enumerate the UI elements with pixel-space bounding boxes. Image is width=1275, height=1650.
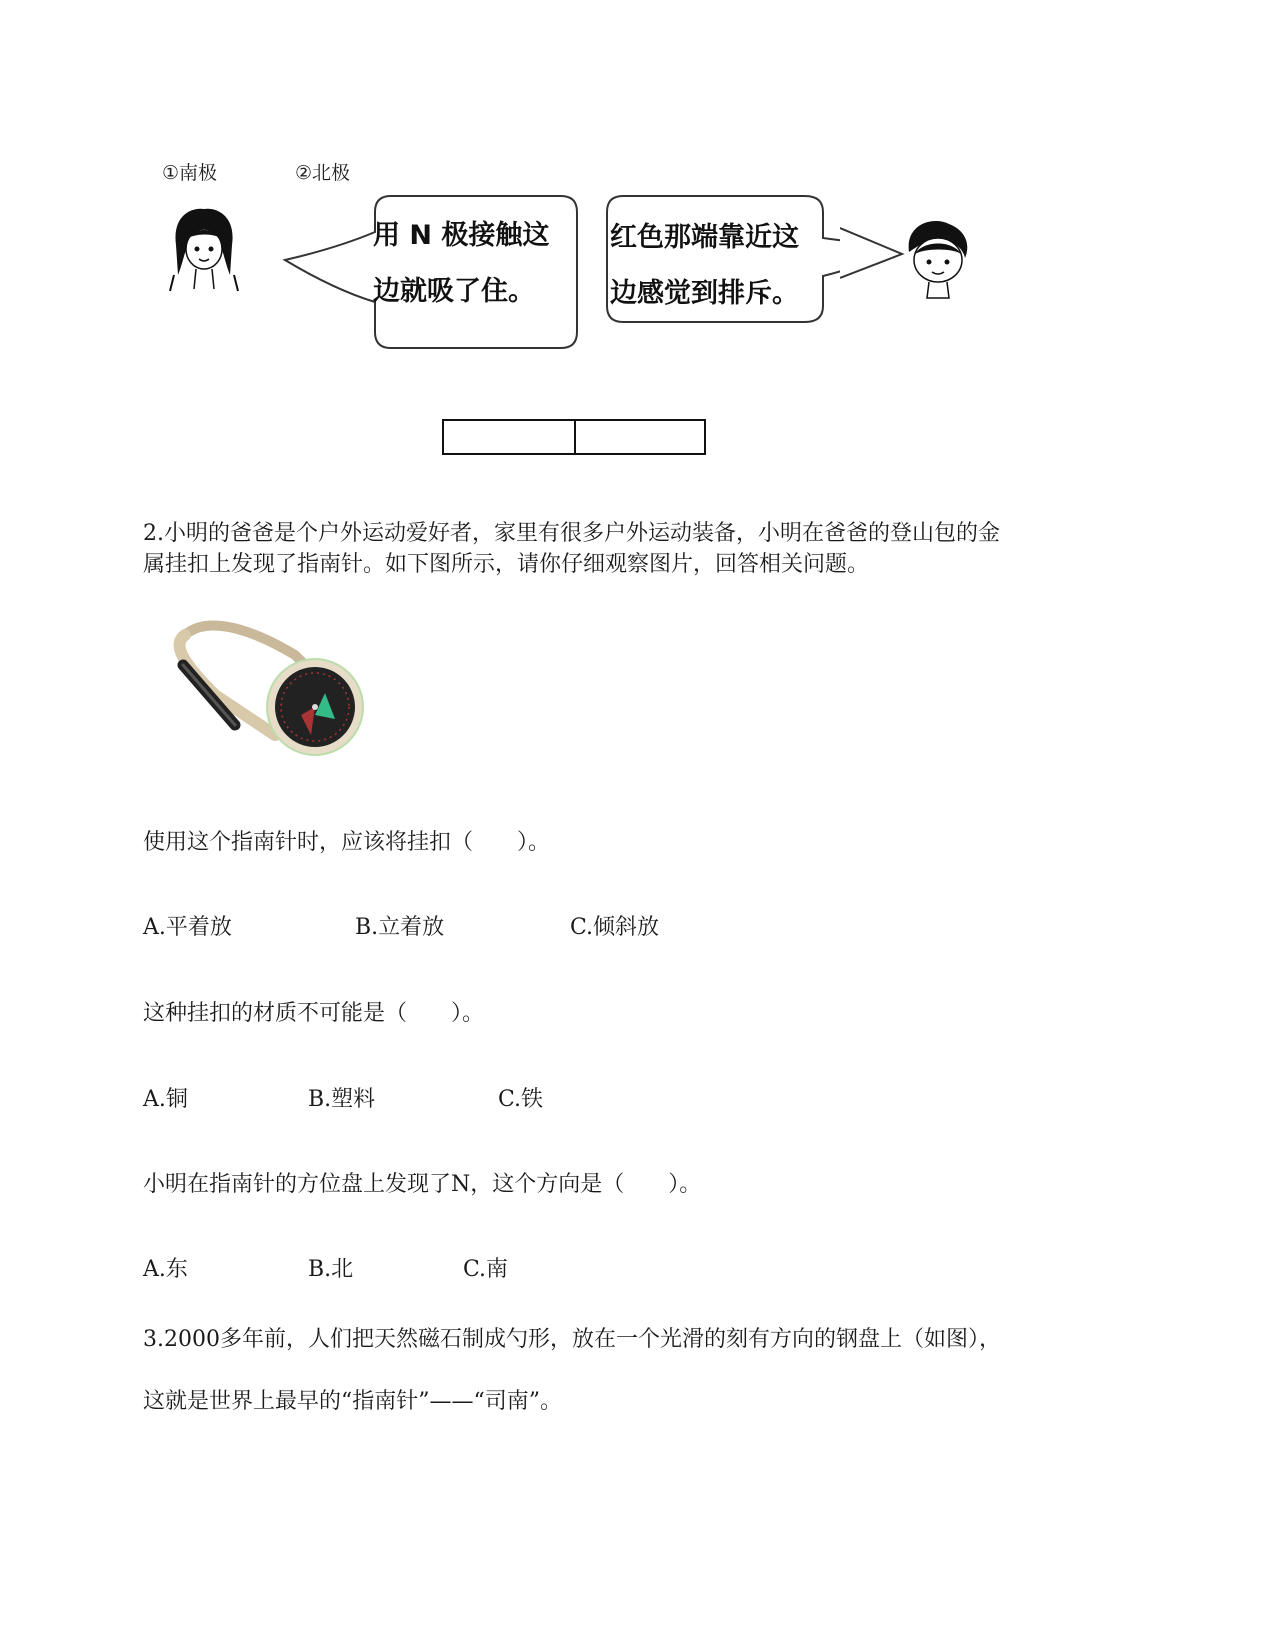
right-bubble-line1: 红色那端靠近这 bbox=[610, 222, 799, 253]
sub2-option-c: C.铁 bbox=[498, 1087, 544, 1112]
sub-question-3: 小明在指南针的方位盘上发现了N，这个方向是（ ）。 bbox=[143, 1172, 702, 1197]
bar-magnet-divider bbox=[574, 421, 576, 453]
sub3-option-c: C.南 bbox=[463, 1257, 509, 1282]
question-3-line1: 3.2000多年前，人们把天然磁石制成勺形，放在一个光滑的刻有方向的钢盘上（如图）， bbox=[143, 1327, 1001, 1352]
right-bubble-tail bbox=[840, 220, 910, 290]
boy-illustration bbox=[903, 218, 973, 300]
sub1-option-c: C.倾斜放 bbox=[570, 915, 660, 940]
sub3-option-a: A.东 bbox=[143, 1257, 188, 1282]
sub2-option-b: B.塑料 bbox=[308, 1087, 376, 1112]
bar-magnet bbox=[442, 419, 706, 455]
right-bubble-text bbox=[610, 210, 799, 322]
question-2 bbox=[143, 518, 1000, 580]
carabiner-compass-image bbox=[165, 615, 370, 765]
sub-question-1: 使用这个指南针时，应该将挂扣（ ）。 bbox=[143, 830, 551, 855]
left-bubble-line2: 边就吸了住。 bbox=[373, 276, 535, 307]
right-bubble-line2: 边感觉到排斥。 bbox=[610, 278, 799, 309]
sub-question-2: 这种挂扣的材质不可能是（ ）。 bbox=[143, 1001, 485, 1026]
girl-illustration bbox=[168, 205, 240, 295]
sub2-option-a: A.铜 bbox=[143, 1087, 188, 1112]
left-bubble-text bbox=[373, 208, 549, 320]
pole-label-south: ①南极 bbox=[162, 162, 218, 184]
sub1-option-b: B.立着放 bbox=[355, 915, 445, 940]
pole-label-north: ②北极 bbox=[295, 162, 351, 184]
sub1-option-a: A.平着放 bbox=[143, 915, 232, 940]
question-2-line2: 属挂扣上发现了指南针。如下图所示，请你仔细观察图片，回答相关问题。 bbox=[143, 552, 870, 577]
sub3-option-b: B.北 bbox=[308, 1257, 354, 1282]
question-2-line1: 2.小明的爸爸是个户外运动爱好者，家里有很多户外运动装备，小明在爸爸的登山包的金 bbox=[143, 521, 1000, 546]
left-bubble-line1: 用 N 极接触这 bbox=[373, 220, 550, 251]
question-3-line2: 这就是世界上最早的“指南针”——“司南”。 bbox=[143, 1389, 562, 1414]
